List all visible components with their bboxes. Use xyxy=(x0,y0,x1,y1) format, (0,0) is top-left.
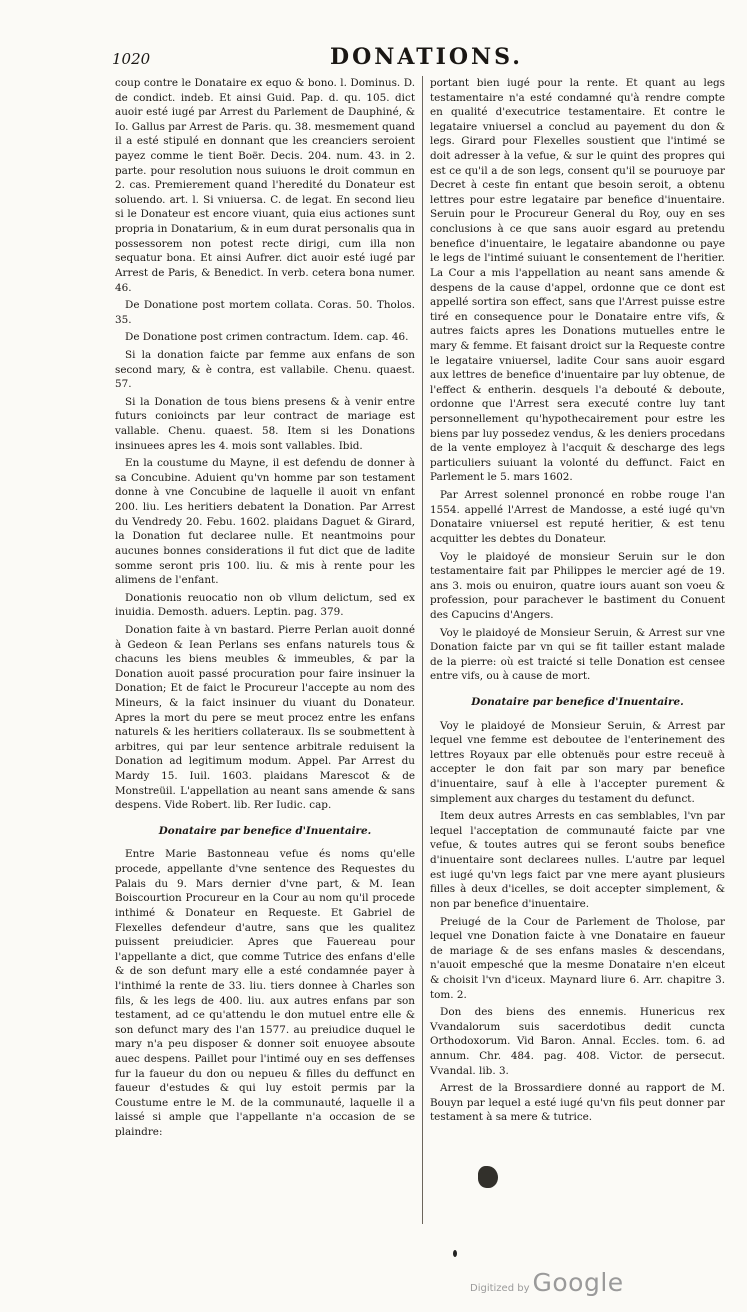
paragraph: Voy le plaidoyé de Monsieur Seruin, & Arrest sur vne Donation faicte par vn qui se fit tailler estant malade de la pierre: où est traicté si telle Donation est censee entre vifs, ou à cause de mort. xyxy=(430,626,725,683)
digitized-by-text: Digitized by xyxy=(470,1283,530,1294)
paragraph: De Donatione post crimen contractum. Idem. cap. 46. xyxy=(125,331,409,344)
paragraph: coup contre le Donataire ex equo & bono. l. Dominus. D. de condict. indeb. Et ainsi Guid. Pap. d. qu. 105. dict auoir esté iugé par Arrest du Parlement de Dauphiné, & Io. Gallus par Arrest de Paris. qu. 38. mesmement quand il a esté stipulé en donnant que les creanciers seroient payez comme le tient Boër. Decis. 204. num. 43. in 2. parte. pour resolution nous suiuons le droit commun en 2. cas. Premierement quand l'heredité du Donateur est soluendo. art. l. Si vniuersa. C. de legat. En second lieu si le Donateur est encore viuant, quia eius actiones sunt propria in Donatarium, & in eum durat personalis qua in possessorem non potest recte dirigi, cum illa non sequatur bona. Et ainsi Aufrer. dict auoir esté iugé par Arrest de Paris, & Benedict. In verb. cetera bona numer. 46. xyxy=(115,77,415,294)
section-heading: Donataire par benefice d'Inuentaire. xyxy=(471,695,684,708)
paragraph: Entre Marie Bastonneau vefue és noms qu'elle procede, appellante d'vne sentence des Requestes du Palais du 9. Mars dernier d'vne part, & M. Iean Boiscourtion Procureur en la Cour au nom qu'il procede inthimé & Donateur en Requeste. Et Gabriel de Flexelles defendeur d'autre, sans que les qualitez puissent preiudicier. Apres que Fauereau pour l'appellante a dict, que comme Tutrice des enfans d'elle & de son defunt mary elle a esté condamnée payer à l'inthimé la rente de 33. liu. tiers donnee à Charles son fils, & les legs de 400. liu. aux autres enfans par son testament, ad ce qu'attendu le don mutuel entre elle & son defunct mary des l'an 1577. au preiudice duquel le mary n'a peu disposer & donner soit enuoyee absoute auec despens. Paillet pour l'intimé ouy en ses deffenses fur la faueur du don ou nepueu & filles du deffunct en faueur d'estudes & qui luy estoit permis par la Coustume entre le M. de la communauté, laquelle il a laissé si ample que l'appellante n'a occasion de se plaindre: xyxy=(115,848,415,1139)
column-divider xyxy=(422,76,423,1224)
paragraph: Voy le plaidoyé de monsieur Seruin sur le don testamentaire fait par Philippes le mercier agé de 19. ans 3. mois ou enuiron, quatre iours auant son voeu & profession, pour parachever le bastiment du Conuent des Capucins d'Angers. xyxy=(430,550,725,621)
paragraph: Preiugé de la Cour de Parlement de Tholose, par lequel vne Donation faicte à vne Donataire en faueur de mariage & de ses enfans masles & descendans, n'auoit empesché que la mesme Donataire n'en elceut & choisit l'vn d'iceux. Maynard liure 6. Arr. chapitre 3. tom. 2. xyxy=(430,915,725,1001)
paragraph: En la coustume du Mayne, il est defendu de donner à sa Concubine. Aduient qu'vn homme par son testament donne à vne Concubine de laquelle il auoit vn enfant 200. liu. Les heritiers debatent la Donation. Par Arrest du Vendredy 20. Febu. 1602. plaidans Daguet & Girard, la Donation fut declaree nulle. Et neantmoins pour aucunes bonnes considerations il fut dict que de ladite somme seront pris 100. liu. & mis à rente pour les alimens de l'enfant. xyxy=(115,457,415,587)
paragraph: portant bien iugé pour la rente. Et quant au legs testamentaire n'a esté condamné qu'à rendre compte en qualité d'executrice testamentaire. Et contre le legataire vniuersel a conclud au payement du don & legs. Girard pour Flexelles soustient que l'intimé se doit adresser à la vefue, & sur le quint des propres qui est ce qu'il a de son legs, consent qu'il se pouruoye par Decret à ceste fin entant que besoin seroit, a obtenu lettres pour estre legataire par benefice d'inuentaire. Seruin pour le Procureur General du Roy, ouy en ses conclusions à ce que sans auoir esgard au pretendu benefice d'inuentaire, le legataire abandonne ou paye le legs de l'intimé suiuant le consentement de l'heritier. La Cour a mis l'appellation au neant sans amende & despens de la cause d'appel, ordonne que ce dont est appellé sortira son effect, sans que l'Arrest puisse estre tiré en consequence pour le Donataire entre vifs, & autres faicts apres les Donations mutuelles entre le mary & femme. Et faisant droict sur la Requeste contre le legataire vniuersel, ladite Cour sans auoir esgard aux lettres de benefice d'inuentaire par luy obtenue, de l'effect & entherin. desquels l'a debouté & deboute, ordonne que l'Arrest sera executé contre luy tant personnellement qu'hypothecairement pour estre les biens par luy possedez vendus, & les deniers procedans de la vente employez à l'acquit & descharge des legs particuliers suiuant la volonté du deffunct. Faict en Parlement le 5. mars 1602. xyxy=(430,77,725,484)
google-logo: Google xyxy=(532,1268,624,1297)
left-column xyxy=(115,76,415,1143)
paragraph: Par Arrest solennel prononcé en robbe rouge l'an 1554. appellé l'Arrest de Mandosse, a esté iugé qu'vn Donataire vniuersel est reputé heritier, & est tenu acquitter les debtes du Donateur. xyxy=(430,489,725,545)
running-title: DONATIONS. xyxy=(330,44,523,70)
paragraph: Don des biens des ennemis. Hunericus rex Vvandalorum suis sacerdotibus dedit cuncta Orthodoxorum. Vid Baron. Annal. Eccles. tom. 6. ad annum. Chr. 484. pag. 408. Victor. de persecut. Vvandal. lib. 3. xyxy=(430,1006,725,1077)
paragraph: De Donatione post mortem collata. Coras. 50. Tholos. 35. xyxy=(115,299,415,326)
paragraph: Donationis reuocatio non ob vllum delictum, sed ex inuidia. Demosth. aduers. Leptin. pag. 379. xyxy=(115,591,415,619)
section-heading: Donataire par benefice d'Inuentaire. xyxy=(158,824,372,837)
right-column xyxy=(430,76,725,1128)
paragraph: Donation faite à vn bastard. Pierre Perlan auoit donné à Gedeon & Iean Perlans ses enfans naturels tous & chacuns les biens meubles & immeubles, & par la Donation auoit passé procuration pour faire insinuer la Donation; Et de faict le Procureur l'accepte au nom des Mineurs, & la faict insinuer du viuant du Donateur. Apres la mort du pere se meut procez entre les enfans naturels & les heritiers collateraux. Ils se soubmettent à arbitres, qui par leur sentence arbitrale reduisent la Donation ad legitimum modum. Appel. Par Arrest du Mardy 15. Iuil. 1603. plaidans Marescot & de Monstreüil. L'appellation au neant sans amende & sans despens. Vide Robert. lib. Rer Iudic. cap. xyxy=(115,623,415,812)
paragraph: Item deux autres Arrests en cas semblables, l'vn par lequel l'acceptation de communauté faicte par vne vefue, & toutes autres qui se feront soubs benefice d'inuentaire sont declarees nulles. L'autre par lequel est iugé qu'vn legs faict par vne mere ayant plusieurs filles à deux d'icelles, se doit accepter simplement, & non par benefice d'inuentaire. xyxy=(430,810,725,910)
paragraph: Voy le plaidoyé de Monsieur Seruin, & Arrest par lequel vne femme est deboutee de l'enterinement des lettres Royaux par elle obtenuës pour estre receuë à accepter le don fait par son mary par benefice d'inuentaire, sauf à elle à l'accepter purement & simplement aux charges du testament du defunct. xyxy=(430,719,725,805)
ink-mark xyxy=(453,1250,457,1257)
page-number: 1020 xyxy=(112,50,151,68)
ink-blot xyxy=(478,1166,498,1188)
digitization-watermark xyxy=(470,1268,624,1297)
paragraph: Si la Donation de tous biens presens & à venir entre futurs conioincts par leur contract de mariage est vallable. Chenu. quaest. 58. Item si les Donations insinuees apres les 4. mois sont vallables. Ibid. xyxy=(115,395,415,452)
paragraph: Arrest de la Brossardiere donné au rapport de M. Bouyn par lequel a esté iugé qu'vn fils peut donner par testament à sa mere & tutrice. xyxy=(430,1082,725,1124)
paragraph: Si la donation faicte par femme aux enfans de son second mary, & è contra, est vallabile. Chenu. quaest. 57. xyxy=(115,348,415,391)
